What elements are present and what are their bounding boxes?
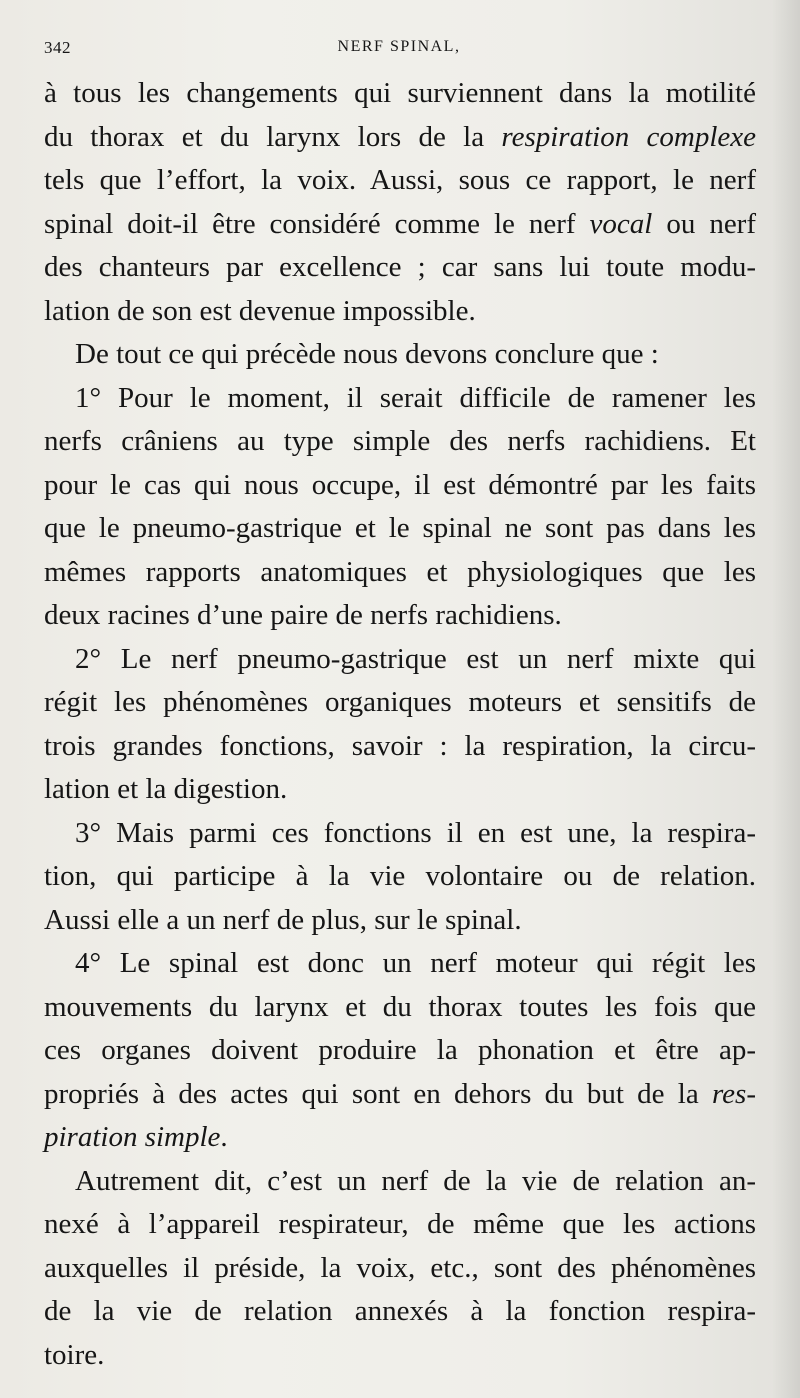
- text-line: [44, 159, 756, 203]
- text-span: 4° Le spinal est donc un nerf moteur qui régit les: [75, 947, 756, 979]
- italic-text: respiration complexe: [501, 120, 756, 153]
- text-line: [44, 638, 756, 682]
- text-span: ou nerf: [652, 207, 757, 240]
- text-span: De tout ce qui précède nous devons conclure que :: [75, 338, 659, 370]
- text-line: [44, 942, 756, 986]
- body-text: [44, 72, 756, 1377]
- text-span: tels que l’effort, la voix. Aussi, sous ce rapport, le nerf: [44, 164, 756, 196]
- text-span: nexé à l’appareil respirateur, de même que les actions: [44, 1208, 756, 1240]
- text-span: tion, qui participe à la vie volontaire ou de relation.: [44, 860, 756, 892]
- text-span: trois grandes fonctions, savoir : la respiration, la circu-: [44, 729, 756, 762]
- italic-text: res-: [711, 1077, 756, 1110]
- text-line: [44, 855, 756, 899]
- text-line: [44, 377, 756, 421]
- text-span: 2° Le nerf pneumo-gastrique est un nerf mixte qui: [75, 642, 756, 675]
- text-span: propriés à des actes qui sont en dehors du but de la: [44, 1077, 712, 1110]
- text-span: deux racines d’une paire de nerfs rachidiens.: [44, 599, 562, 631]
- text-span: Aussi elle a un nerf de plus, sur le spinal.: [44, 903, 522, 936]
- text-line: [44, 768, 756, 812]
- text-span: 3° Mais parmi ces fonctions il en est une, la respira-: [75, 816, 756, 849]
- text-span: pour le cas qui nous occupe, il est démontré par les faits: [44, 468, 756, 501]
- text-line: [44, 203, 756, 247]
- text-line: [44, 725, 756, 769]
- text-line: [44, 1247, 756, 1291]
- italic-text: piration simple: [44, 1121, 221, 1153]
- italic-text: vocal: [589, 207, 653, 240]
- text-span: spinal doit-il être considéré comme le nerf: [44, 207, 590, 240]
- text-span: Autrement dit, c’est un nerf de la vie de relation an-: [75, 1164, 756, 1197]
- text-line: [44, 1116, 756, 1160]
- text-line: [44, 681, 756, 725]
- page-number: 342: [44, 38, 71, 57]
- text-span: ces organes doivent produire la phonation et être ap-: [44, 1034, 756, 1066]
- text-span: mouvements du larynx et du thorax toutes les fois que: [44, 990, 756, 1023]
- text-span: 1° Pour le moment, il serait difficile de ramener les: [75, 381, 756, 414]
- text-line: [44, 116, 756, 160]
- text-line: [44, 1073, 756, 1117]
- text-line: [44, 72, 756, 116]
- text-line: [44, 812, 756, 856]
- text-line: [44, 594, 756, 638]
- text-span: à tous les changements qui surviennent dans la motilité: [44, 77, 756, 109]
- text-span: que le pneumo-gastrique et le spinal ne sont pas dans les: [44, 512, 756, 544]
- text-span: .: [220, 1121, 228, 1153]
- text-span: auxquelles il préside, la voix, etc., sont des phénomènes: [44, 1251, 756, 1284]
- text-line: [44, 899, 756, 943]
- text-line: [44, 290, 756, 334]
- text-span: du thorax et du larynx lors de la: [44, 120, 502, 153]
- text-span: toire.: [44, 1338, 105, 1371]
- text-line: [44, 333, 756, 377]
- text-span: nerfs crâniens au type simple des nerfs rachidiens. Et: [44, 425, 756, 457]
- text-span: lation et la digestion.: [44, 773, 288, 805]
- text-line: [44, 1160, 756, 1204]
- text-line: [44, 986, 756, 1030]
- text-span: de la vie de relation annexés à la fonction respira-: [44, 1295, 756, 1327]
- page-header: [44, 38, 754, 62]
- page-edge-shadow: [772, 0, 800, 1398]
- text-line: [44, 464, 756, 508]
- text-line: [44, 1290, 756, 1334]
- text-span: mêmes rapports anatomiques et physiologiques que les: [44, 555, 756, 588]
- text-line: [44, 246, 756, 290]
- text-line: [44, 507, 756, 551]
- running-head: NERF SPINAL,: [337, 38, 461, 55]
- text-line: [44, 1334, 756, 1378]
- text-line: [44, 1029, 756, 1073]
- text-span: lation de son est devenue impossible.: [44, 294, 476, 327]
- text-line: [44, 420, 756, 464]
- text-span: des chanteurs par excellence ; car sans lui toute modu-: [44, 251, 756, 283]
- text-line: [44, 551, 756, 595]
- text-line: [44, 1203, 756, 1247]
- text-span: régit les phénomènes organiques moteurs et sensitifs de: [44, 686, 756, 718]
